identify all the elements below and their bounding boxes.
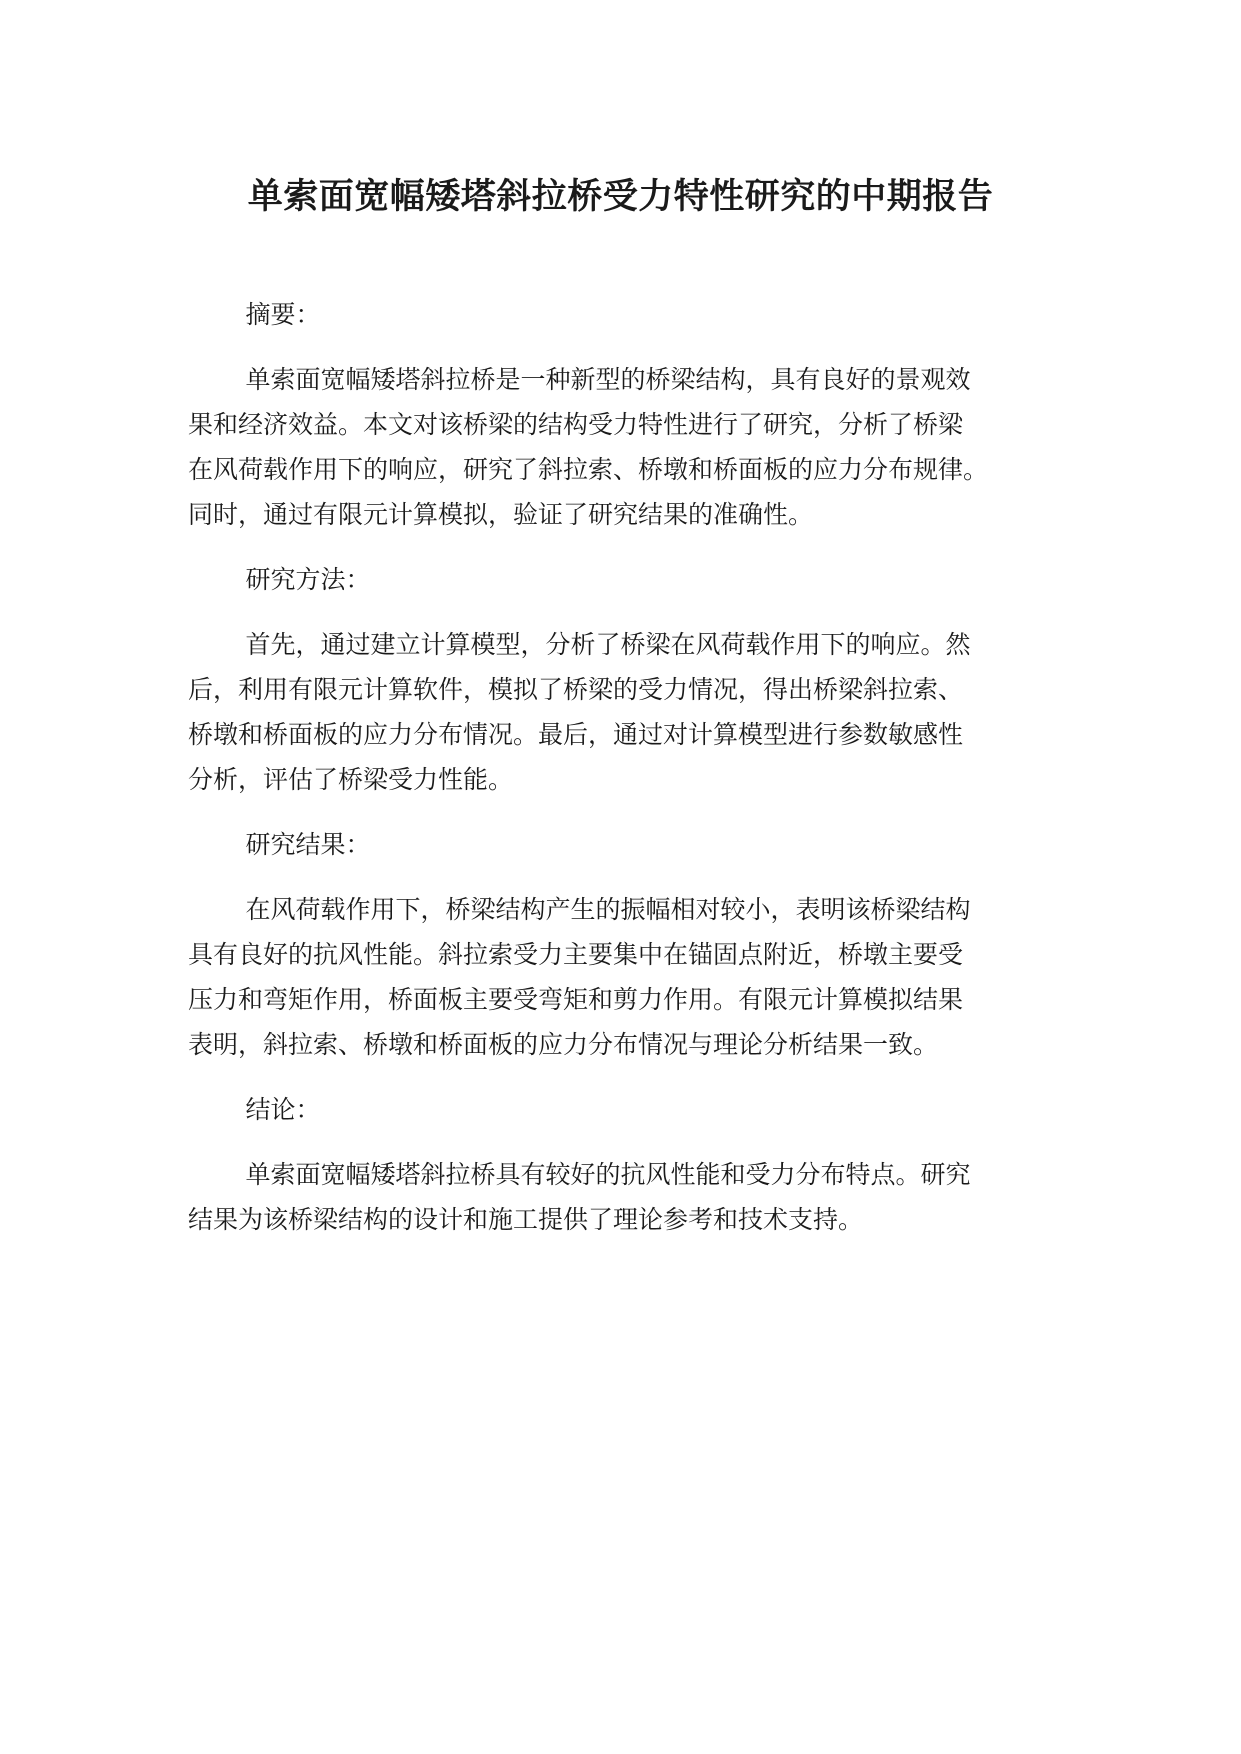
section-heading-conclusion: 结论：	[245, 1095, 321, 1124]
section-heading-abstract: 摘要：	[245, 300, 321, 329]
section-heading-method: 研究方法：	[245, 565, 371, 594]
paragraph-line: 分析，评估了桥梁受力性能。	[188, 765, 514, 794]
paragraph-line: 后，利用有限元计算软件，模拟了桥梁的受力情况，得出桥梁斜拉索、	[188, 675, 964, 704]
section-paragraph-conclusion	[188, 1152, 1088, 1242]
paragraph-line: 同时，通过有限元计算模拟，验证了研究结果的准确性。	[188, 500, 814, 529]
paragraph-line: 果和经济效益。本文对该桥梁的结构受力特性进行了研究，分析了桥梁	[188, 410, 964, 439]
paragraph-line: 单索面宽幅矮塔斜拉桥是一种新型的桥梁结构，具有良好的景观效	[245, 365, 971, 394]
section-paragraph-method	[188, 622, 1088, 802]
paragraph-line: 在风荷载作用下的响应，研究了斜拉索、桥墩和桥面板的应力分布规律。	[188, 455, 989, 484]
paragraph-line: 表明，斜拉索、桥墩和桥面板的应力分布情况与理论分析结果一致。	[188, 1030, 939, 1059]
document-title: 单索面宽幅矮塔斜拉桥受力特性研究的中期报告	[247, 177, 994, 217]
paragraph-line: 具有良好的抗风性能。斜拉索受力主要集中在锚固点附近，桥墩主要受	[188, 940, 964, 969]
paragraph-line: 单索面宽幅矮塔斜拉桥具有较好的抗风性能和受力分布特点。研究	[245, 1160, 971, 1189]
section-paragraph-results	[188, 887, 1088, 1067]
paragraph-line: 首先，通过建立计算模型，分析了桥梁在风荷载作用下的响应。然	[245, 630, 971, 659]
section-heading-results: 研究结果：	[245, 830, 371, 859]
paragraph-line: 结果为该桥梁结构的设计和施工提供了理论参考和技术支持。	[188, 1205, 864, 1234]
paragraph-line: 压力和弯矩作用，桥面板主要受弯矩和剪力作用。有限元计算模拟结果	[188, 985, 964, 1014]
paragraph-line: 在风荷载作用下，桥梁结构产生的振幅相对较小，表明该桥梁结构	[245, 895, 971, 924]
section-paragraph-abstract	[188, 357, 1088, 537]
paragraph-line: 桥墩和桥面板的应力分布情况。最后，通过对计算模型进行参数敏感性	[188, 720, 964, 749]
document-body	[188, 292, 1088, 1262]
